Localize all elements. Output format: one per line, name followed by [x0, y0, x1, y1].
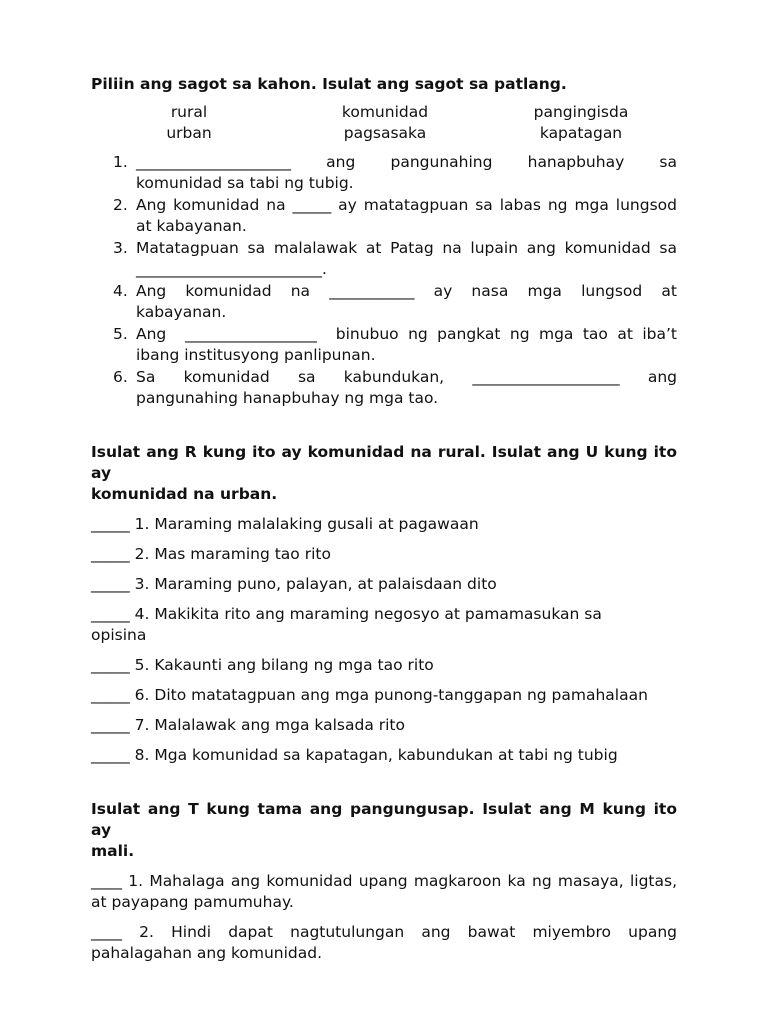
section2-heading-line: Isulat ang R kung ito ay komunidad na rural. Isulat ang U kung ito ay	[91, 443, 677, 482]
section2	[91, 442, 677, 766]
section2-heading	[91, 442, 677, 505]
list-item	[91, 871, 677, 913]
list-item: _____ 1. Maraming malalaking gusali at pagawaan	[91, 515, 479, 533]
section3-heading-line: mali.	[91, 842, 135, 860]
word-box-item: pagsasaka	[343, 124, 427, 142]
fill-in-item	[91, 324, 677, 366]
item-number: 4.	[113, 282, 128, 300]
item-number: 5.	[113, 325, 128, 343]
fill-in-item	[91, 238, 677, 280]
list-item: _____ 2. Mas maraming tao rito	[91, 545, 331, 563]
fill-in-item	[91, 152, 677, 194]
section3	[91, 799, 677, 964]
rural-urban-list	[91, 514, 677, 766]
list-item: _____ 7. Malalawak ang mga kalsada rito	[91, 716, 405, 734]
word-box-item: pangingisda	[533, 103, 629, 121]
item-line: ________________________.	[136, 260, 327, 278]
word-box-item: rural	[170, 103, 208, 121]
section3-heading-line: Isulat ang T kung tama ang pangungusap. Isulat ang M kung ito ay	[91, 800, 677, 839]
fill-in-item	[91, 195, 677, 237]
item-line: Matatagpuan sa malalawak at Patag na lupain ang komunidad sa	[136, 239, 677, 257]
item-line: Ang komunidad na _____ ay matatagpuan sa labas ng mga lungsod	[136, 196, 677, 214]
list-item: _____ 5. Kakaunti ang bilang ng mga tao rito	[91, 656, 434, 674]
word-box	[91, 102, 677, 144]
list-item-line: ____ 2. Hindi dapat nagtutulungan ang bawat miyembro upang	[91, 923, 677, 941]
item-line: at kabayanan.	[136, 217, 247, 235]
list-item-line: pahalagahan ang komunidad.	[91, 944, 323, 962]
item-line: Ang _________________ binubuo ng pangkat ng mga tao at iba’t	[136, 325, 677, 343]
word-box-item: komunidad	[341, 103, 429, 121]
section2-heading-line: komunidad na urban.	[91, 485, 278, 503]
item-number: 3.	[113, 239, 128, 257]
item-line: kabayanan.	[136, 303, 227, 321]
list-item: _____ 6. Dito matatagpuan ang mga punong-tanggapan ng pamahalaan	[91, 686, 648, 704]
list-item-line: at payapang pamumuhay.	[91, 893, 294, 911]
item-number: 6.	[113, 368, 128, 386]
fill-in-item	[91, 367, 677, 409]
list-item-line: ____ 1. Mahalaga ang komunidad upang magkaroon ka ng masaya, ligtas,	[91, 872, 677, 890]
item-number: 2.	[113, 196, 128, 214]
item-line: Sa komunidad sa kabundukan, ___________________ ang	[136, 368, 677, 386]
list-item: _____ 8. Mga komunidad sa kapatagan, kabundukan at tabi ng tubig	[91, 746, 618, 764]
list-item-line: opisina	[91, 626, 147, 644]
list-item	[91, 922, 677, 964]
item-number: 1.	[113, 153, 128, 171]
true-false-list	[91, 871, 677, 964]
fill-in-list	[91, 152, 677, 409]
word-box-item: urban	[166, 124, 212, 142]
item-line: ibang institusyong panlipunan.	[136, 346, 376, 364]
item-line: ____________________ ang pangunahing hanapbuhay sa	[136, 153, 677, 171]
section1-heading: Piliin ang sagot sa kahon. Isulat ang sagot sa patlang.	[91, 75, 567, 93]
word-box-item: kapatagan	[539, 124, 623, 142]
list-item	[91, 604, 677, 646]
fill-in-item	[91, 281, 677, 323]
item-line: Ang komunidad na ___________ ay nasa mga lungsod at	[136, 282, 677, 300]
list-item: _____ 3. Maraming puno, palayan, at palaisdaan dito	[91, 575, 497, 593]
section3-heading	[91, 799, 677, 862]
item-line: komunidad sa tabi ng tubig.	[136, 174, 354, 192]
item-line: pangunahing hanapbuhay ng mga tao.	[136, 389, 439, 407]
list-item-line: _____ 4. Makikita rito ang maraming negosyo at pamamasukan sa	[91, 605, 602, 623]
